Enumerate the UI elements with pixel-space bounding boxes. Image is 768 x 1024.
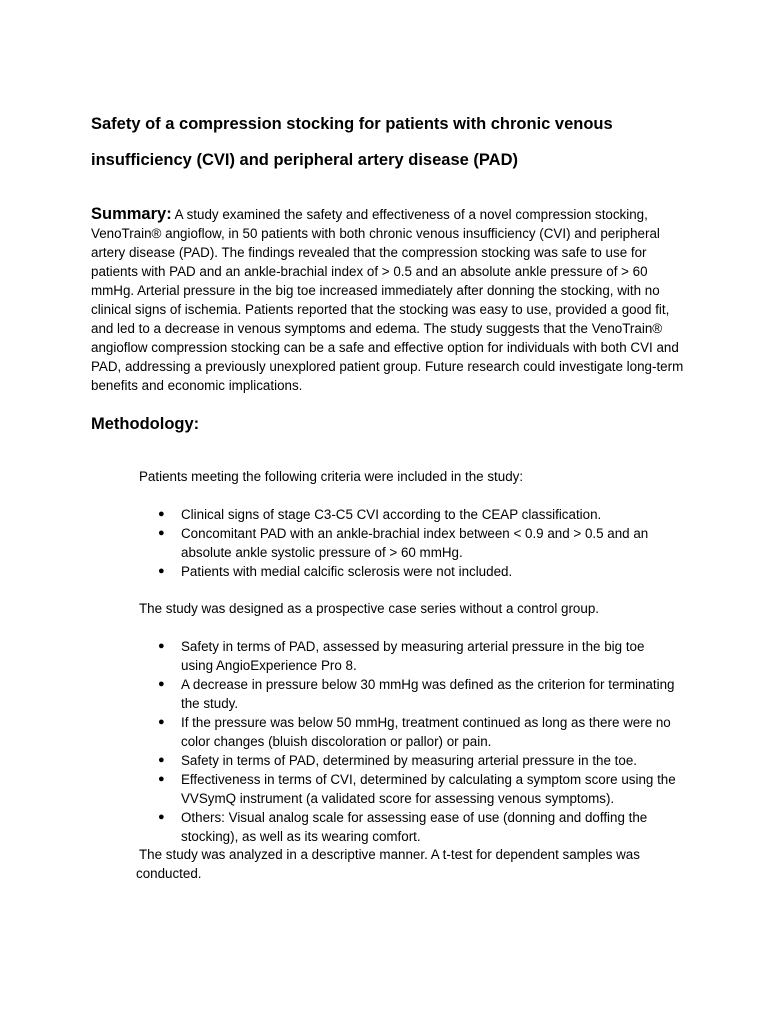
criteria-intro: Patients meeting the following criteria were included in the study: [139, 469, 524, 484]
summary-label: Summary: [91, 205, 172, 223]
document-title-line-2: insufficiency (CVI) and peripheral artery disease (PAD) [91, 151, 518, 169]
bullet-icon: ● [158, 754, 165, 766]
list-item-text: Patients with medial calcific sclerosis were not included. [181, 564, 513, 579]
document-title-line-1: Safety of a compression stocking for patients with chronic venous [91, 115, 613, 133]
criteria-list [158, 505, 678, 581]
list-item-text: Others: Visual analog scale for assessing ease of use (donning and doffing the stocking), as well as its wearing comfort. [181, 810, 648, 844]
list-item [158, 713, 678, 751]
list-item [158, 505, 678, 524]
list-item [158, 770, 678, 808]
list-item [158, 675, 678, 713]
summary-paragraph [91, 205, 691, 395]
summary-text: A study examined the safety and effectiveness of a novel compression stocking, VenoTrain® angioflow, in 50 patients with both chronic venous insufficiency (CVI) and peripheral artery disease (PAD). The findings revealed that the compression stocking was safe to use for patients with PAD and an ankle-brachial index of > 0.5 and an absolute ankle pressure of > 60 mmHg. Arterial pressure in the big toe increased immediately after donning the stocking, with no clinical signs of ischemia. Patients reported that the stocking was easy to use, provided a good fit, and led to a decrease in venous symptoms and edema. The study suggests that the VenoTrain® angioflow compression stocking can be a safe and effective option for individuals with both CVI and PAD, addressing a previously unexplored patient group. Future research could investigate long-term benefits and economic implications. [91, 207, 684, 393]
list-item-text: Safety in terms of PAD, determined by measuring arterial pressure in the toe. [181, 753, 637, 768]
bullet-icon: ● [158, 565, 165, 577]
list-item [158, 751, 678, 770]
outcomes-list [158, 637, 678, 846]
bullet-icon: ● [158, 811, 165, 823]
methodology-heading: Methodology: [91, 415, 200, 433]
design-paragraph: The study was designed as a prospective case series without a control group. [139, 601, 599, 616]
bullet-icon: ● [158, 678, 165, 690]
list-item [158, 562, 678, 581]
list-item-text: Effectiveness in terms of CVI, determined by calculating a symptom score using the VVSymQ instrument (a validated score for assessing venous symptoms). [181, 772, 676, 806]
list-item [158, 808, 678, 846]
bullet-icon: ● [158, 716, 165, 728]
bullet-icon: ● [158, 640, 165, 652]
list-item-text: If the pressure was below 50 mmHg, treatment continued as long as there were no color changes (bluish discoloration or pallor) or pain. [181, 715, 671, 749]
list-item-text: Clinical signs of stage C3-C5 CVI according to the CEAP classification. [181, 507, 602, 522]
list-item-text: A decrease in pressure below 30 mmHg was defined as the criterion for terminating the study. [181, 677, 675, 711]
analysis-paragraph: The study was analyzed in a descriptive manner. A t-test for dependent samples was conducted. [136, 847, 640, 881]
bullet-icon: ● [158, 508, 165, 520]
bullet-icon: ● [158, 527, 165, 539]
list-item-text: Safety in terms of PAD, assessed by measuring arterial pressure in the big toe using AngioExperience Pro 8. [181, 639, 645, 673]
list-item [158, 524, 678, 562]
list-item-text: Concomitant PAD with an ankle-brachial index between < 0.9 and > 0.5 and an absolute ankle systolic pressure of > 60 mmHg. [181, 526, 649, 560]
list-item [158, 637, 678, 675]
bullet-icon: ● [158, 773, 165, 785]
